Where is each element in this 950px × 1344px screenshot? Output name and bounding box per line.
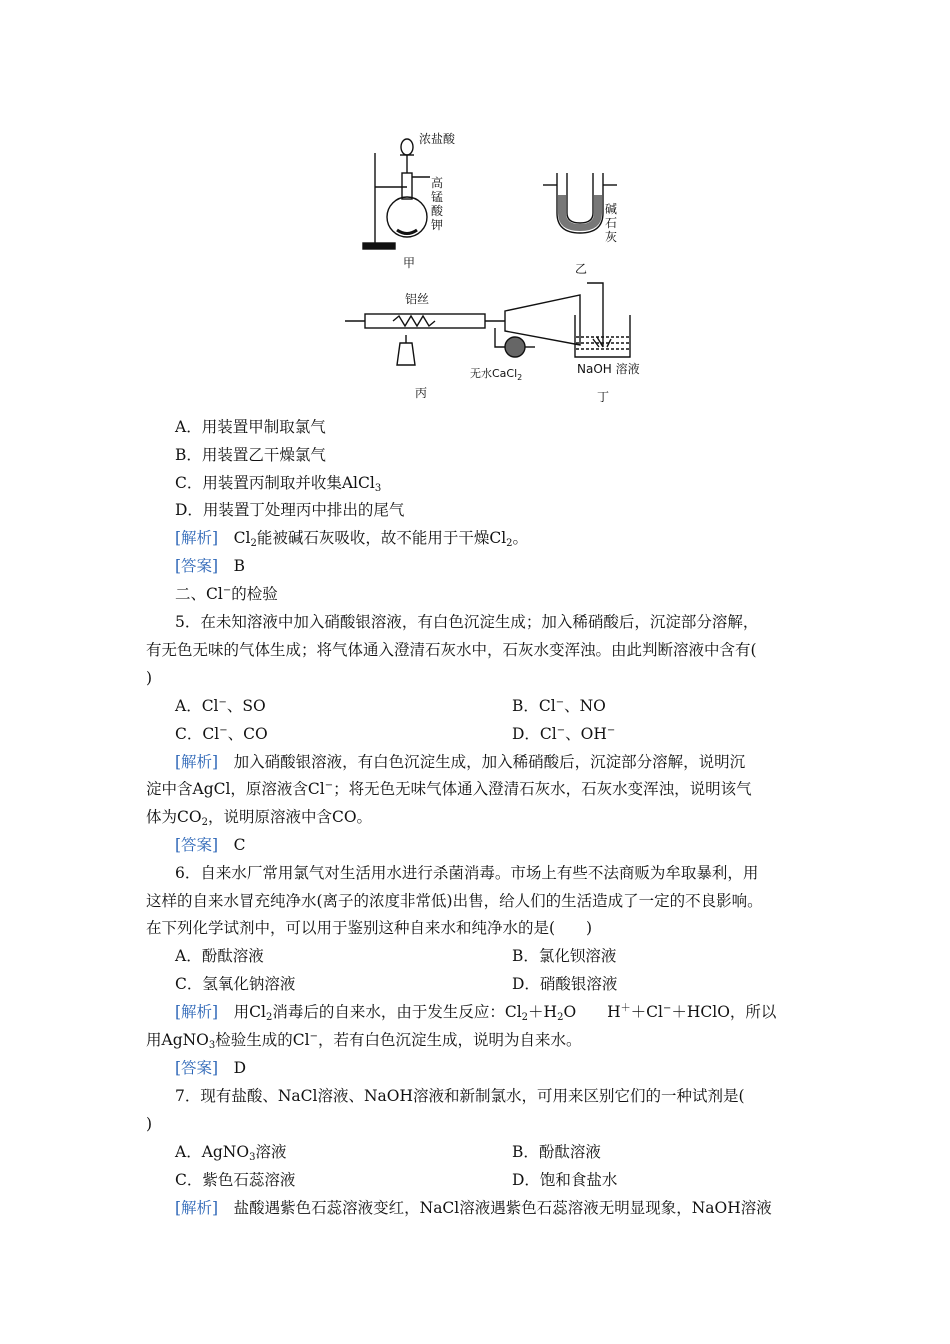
q4-answer: [答案] B	[175, 557, 246, 575]
svg-text:锰: 锰	[431, 190, 444, 204]
q4-analysis: [解析] $Cl_2$能被碱石灰吸收，故不能用于干燥$Cl_2$。	[175, 529, 529, 549]
svg-text:甲: 甲	[403, 256, 416, 270]
q7-option-b: B．酚酞溶液	[512, 1143, 601, 1161]
q4-option-d: D．用装置丁处理丙中排出的尾气	[175, 501, 405, 519]
q6-option-d: D．硝酸银溶液	[512, 975, 618, 993]
svg-text:铝丝: 铝丝	[405, 292, 430, 306]
q5-analysis-3: 体为$CO_2$，说明原溶液中含CO。	[146, 808, 373, 828]
q4-option-b: B．用装置乙干燥氯气	[175, 446, 326, 464]
q4-option-a: A．用装置甲制取氯气	[175, 418, 326, 436]
q5-option-d: D．Cl−、OH−	[512, 725, 616, 743]
svg-text:无水CaCl2: 无水CaCl$_2$	[470, 367, 523, 382]
svg-text:乙: 乙	[575, 262, 588, 276]
q5-analysis-1: [解析] 加入硝酸银溶液，有白色沉淀生成，加入稀硝酸后，沉淀部分溶解，说明沉	[175, 753, 746, 771]
q5-stem-2: 有无色无味的气体生成；将气体通入澄清石灰水中，石灰水变浑浊。由此判断溶液中含有(	[146, 641, 757, 659]
svg-text:酸: 酸	[431, 204, 444, 218]
q5-option-c: C．Cl−、CO	[175, 725, 268, 743]
svg-text:灰: 灰	[605, 230, 618, 244]
q5-stem-3: )	[146, 669, 153, 687]
svg-text:丙: 丙	[415, 386, 428, 400]
q6-option-a: A．酚酞溶液	[175, 947, 264, 965]
q7-stem-1: 7．现有盐酸、NaCl溶液、NaOH溶液和新制氯水，可用来区别它们的一种试剂是(	[175, 1087, 745, 1105]
q7-analysis-1: [解析] 盐酸遇紫色石蕊溶液变红，NaCl溶液遇紫色石蕊溶液无明显现象，NaOH溶液	[175, 1199, 772, 1217]
svg-text:石: 石	[605, 216, 618, 230]
q6-stem-3: 在下列化学试剂中，可以用于鉴别这种自来水和纯净水的是( )	[146, 919, 593, 937]
svg-text:高: 高	[431, 176, 444, 190]
svg-text:丁: 丁	[597, 390, 610, 404]
svg-text:浓盐酸: 浓盐酸	[419, 132, 456, 146]
svg-text:NaOH 溶液: NaOH 溶液	[577, 362, 640, 376]
svg-text:碱: 碱	[605, 202, 618, 216]
apparatus-jia	[363, 131, 456, 270]
q6-analysis-2: 用AgNO$_3$检验生成的Cl−，若有白色沉淀生成，说明为自来水。	[146, 1031, 582, 1051]
q5-stem-1: 5．在未知溶液中加入硝酸银溶液，有白色沉淀生成；加入稀硝酸后，沉淀部分溶解，	[175, 613, 759, 631]
q7-option-c: C．紫色石蕊溶液	[175, 1171, 296, 1189]
q6-stem-1: 6．自来水厂常用氯气对生活用水进行杀菌消毒。市场上有些不法商贩为牟取暴利，用	[175, 864, 759, 882]
q6-analysis-1: [解析] 用$Cl_2$消毒后的自来水，由于发生反应：$Cl_2+H_2O$ H＋＋Cl−＋HClO，所以	[175, 1003, 777, 1023]
q5-answer: [答案] C	[175, 836, 246, 854]
section-heading: 二、Cl−的检验	[175, 585, 278, 603]
q5-option-a: A．Cl−、SO	[175, 697, 266, 715]
q7-option-a: A．AgNO$_3$溶液	[175, 1143, 287, 1163]
q6-option-b: B．氯化钡溶液	[512, 947, 617, 965]
apparatus-figure	[335, 125, 665, 410]
q5-analysis-2: 淀中含AgCl，原溶液含Cl−；将无色无味气体通入澄清石灰水，石灰水变浑浊，说明该气	[146, 780, 752, 798]
q5-option-b: B．Cl−、NO	[512, 697, 606, 715]
q6-answer: [答案] D	[175, 1059, 247, 1077]
q7-stem-2: )	[146, 1115, 153, 1133]
q7-option-d: D．饱和食盐水	[512, 1171, 618, 1189]
apparatus-bing	[345, 292, 580, 400]
svg-text:钾: 钾	[431, 218, 444, 232]
q4-option-c: C．用装置丙制取并收集AlCl$_3$	[175, 474, 382, 494]
apparatus-ding	[575, 283, 640, 404]
q6-stem-2: 这样的自来水冒充纯净水(离子的浓度非常低)出售，给人们的生活造成了一定的不良影响。	[146, 892, 763, 910]
apparatus-yi	[543, 173, 617, 276]
q6-option-c: C．氢氧化钠溶液	[175, 975, 296, 993]
